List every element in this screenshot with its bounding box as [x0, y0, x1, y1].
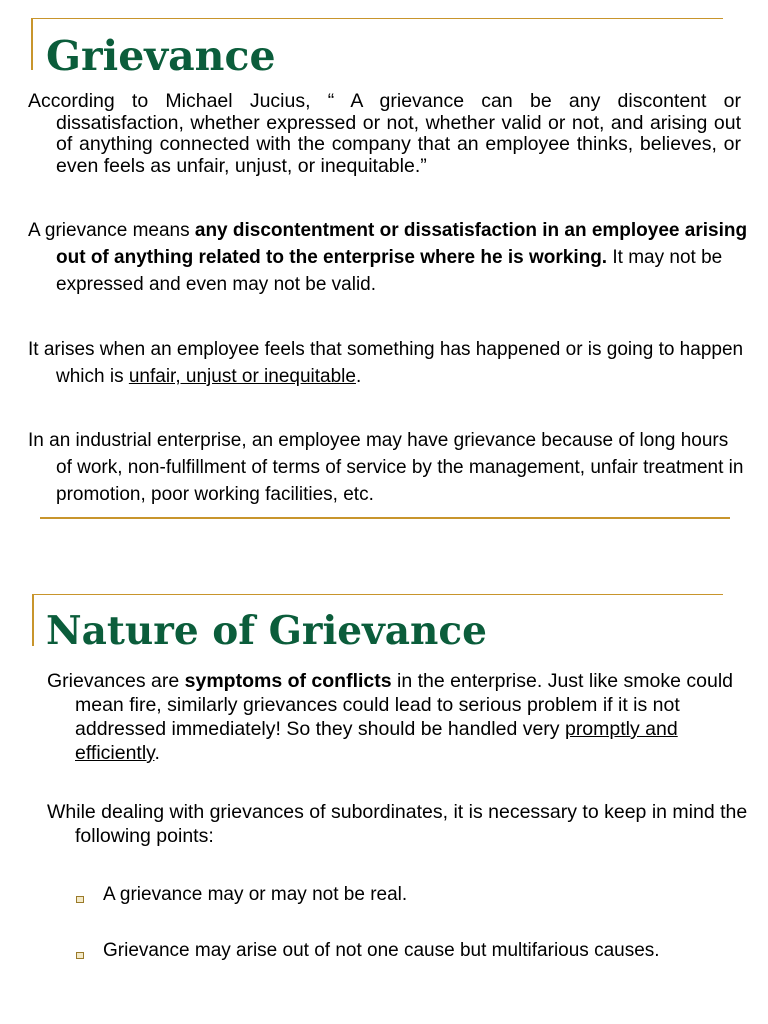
slide-bottom-rule: [40, 517, 730, 519]
bullet-item: Grievance may arise out of not one cause but multifarious causes.: [103, 940, 660, 961]
slide-nature-of-grievance: [0, 575, 768, 1024]
title-top-rule: [32, 18, 723, 19]
symptoms-text-end: .: [154, 742, 160, 764]
arises-text-end: .: [355, 366, 362, 387]
symptoms-text-mid: in the enterprise. Just like smoke could mean fire, similarly grievances could lead to serious problem if it is not addressed immediately! So they should be handled very: [75, 670, 734, 740]
grievance-meaning: [28, 217, 768, 298]
meaning-bold-text: any discontentment or dissatisfaction in an employee arising out of anything related to the enterprise where he is working.: [56, 220, 748, 268]
meaning-text-start: A grievance means: [28, 220, 195, 241]
meaning-text-end: It may not be expressed and even may not be valid.: [56, 247, 723, 295]
bullet-item: A grievance may or may not be real.: [103, 884, 408, 905]
title-top-rule: [33, 594, 723, 595]
bullet-square-icon: [76, 896, 84, 903]
symptoms-bold-text: symptoms of conflicts: [184, 670, 392, 692]
title-left-rule: [32, 594, 34, 646]
definition-quote: According to Michael Jucius, “ A grievance can be any discontent or dissatisfaction, whether expressed or not, whether valid or not, and arising out of anything connected with the company that an employee thinks, believes, or even feels as unfair, unjust, or inequitable.”: [28, 90, 741, 177]
symptoms-underlined-text: promptly and efficiently: [75, 718, 678, 764]
bullet-square-icon: [76, 952, 84, 959]
symptoms-paragraph: [47, 669, 755, 765]
symptoms-text-start: Grievances are: [47, 670, 185, 692]
slide-title: Nature of Grievance: [46, 608, 487, 654]
slide-title: Grievance: [46, 32, 276, 80]
dealing-intro: While dealing with grievances of subordinates, it is necessary to keep in mind the following points:: [47, 801, 748, 847]
grievance-arises: [28, 336, 746, 390]
title-left-rule: [31, 18, 33, 70]
arises-text-start: It arises when an employee feels that something has happened or is going to happen which is: [28, 339, 744, 387]
industrial-example: In an industrial enterprise, an employee may have grievance because of long hours of work, non-fulfillment of terms of service by the management, unfair treatment in promotion, poor working facilities, etc.: [28, 430, 744, 505]
arises-underlined-text: unfair, unjust or inequitable: [128, 366, 356, 387]
